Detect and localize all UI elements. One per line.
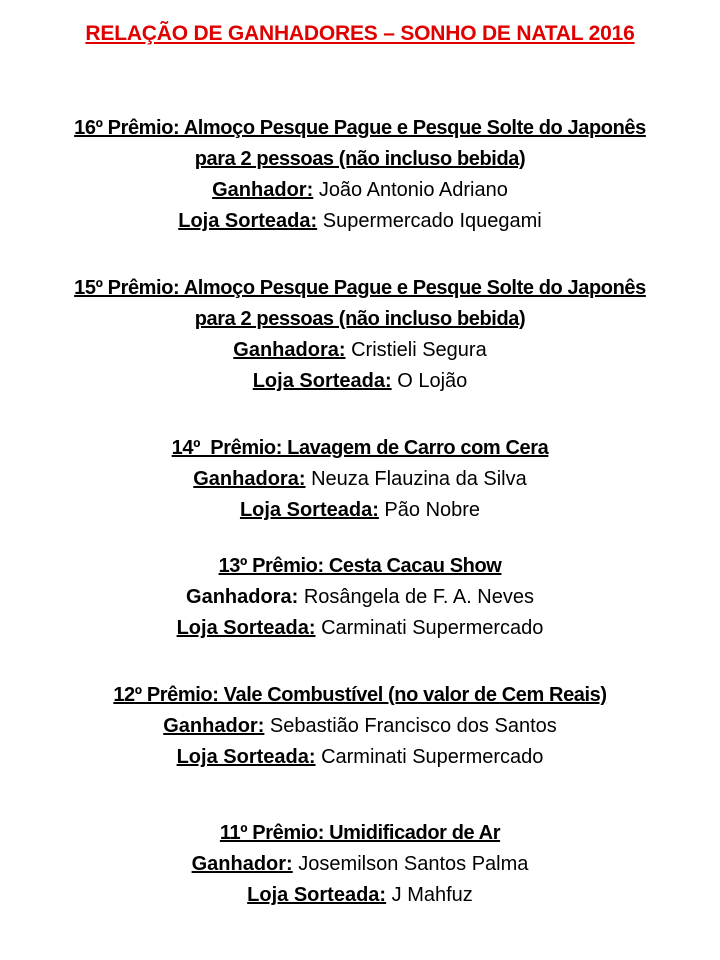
prize-title-continued: para 2 pessoas (não incluso bebida) bbox=[194, 308, 526, 330]
prize-14 bbox=[0, 433, 720, 526]
store-label: Loja Sorteada: bbox=[176, 617, 316, 639]
store-line bbox=[0, 613, 720, 644]
winner-line bbox=[0, 175, 720, 206]
prize-title: 14º Prêmio: Lavagem de Carro com Cera bbox=[171, 437, 549, 459]
winner-name: Neuza Flauzina da Silva bbox=[311, 468, 527, 490]
winner-name: Josemilson Santos Palma bbox=[298, 853, 529, 875]
winner-label: Ganhadora: bbox=[186, 586, 299, 608]
prize-title: 13º Prêmio: Cesta Cacau Show bbox=[218, 555, 502, 577]
prize-title: 15º Prêmio: Almoço Pesque Pague e Pesque Solte do Japonês bbox=[74, 277, 646, 299]
store-name: Pão Nobre bbox=[384, 499, 481, 521]
store-label: Loja Sorteada: bbox=[239, 499, 379, 521]
prize-title: 11º Prêmio: Umidificador de Ar bbox=[219, 822, 501, 844]
store-name: Carminati Supermercado bbox=[321, 617, 544, 639]
prize-15 bbox=[0, 273, 720, 397]
store-name: J Mahfuz bbox=[391, 884, 473, 906]
store-label: Loja Sorteada: bbox=[247, 884, 387, 906]
winner-label: Ganhadora: bbox=[233, 339, 346, 361]
winner-line bbox=[0, 711, 720, 742]
store-line bbox=[0, 742, 720, 773]
store-line bbox=[0, 366, 720, 397]
winner-line bbox=[0, 582, 720, 613]
winner-name: Rosângela de F. A. Neves bbox=[303, 586, 534, 608]
winner-label: Ganhador: bbox=[191, 853, 293, 875]
store-name: Supermercado Iquegami bbox=[322, 210, 542, 232]
store-label: Loja Sorteada: bbox=[176, 746, 316, 768]
prize-title: 12º Prêmio: Vale Combustível (no valor de Cem Reais) bbox=[113, 684, 607, 706]
store-label: Loja Sorteada: bbox=[252, 370, 392, 392]
prize-13 bbox=[0, 551, 720, 644]
store-line bbox=[0, 880, 720, 911]
store-line bbox=[0, 206, 720, 237]
winner-label: Ganhadora: bbox=[193, 468, 306, 490]
winner-line bbox=[0, 335, 720, 366]
prize-11 bbox=[0, 818, 720, 911]
winner-line bbox=[0, 849, 720, 880]
prize-16 bbox=[0, 113, 720, 237]
prize-12 bbox=[0, 680, 720, 773]
store-label: Loja Sorteada: bbox=[178, 210, 318, 232]
winner-name: João Antonio Adriano bbox=[318, 179, 508, 201]
store-line bbox=[0, 495, 720, 526]
store-name: Carminati Supermercado bbox=[321, 746, 544, 768]
winner-label: Ganhador: bbox=[212, 179, 314, 201]
winner-label: Ganhador: bbox=[163, 715, 265, 737]
store-name: O Lojão bbox=[397, 370, 468, 392]
winner-name: Sebastião Francisco dos Santos bbox=[269, 715, 557, 737]
winner-name: Cristieli Segura bbox=[351, 339, 487, 361]
page-title: RELAÇÃO DE GANHADORES – SONHO DE NATAL 2016 bbox=[85, 22, 635, 45]
prize-title-continued: para 2 pessoas (não incluso bebida) bbox=[194, 148, 526, 170]
prize-title: 16º Prêmio: Almoço Pesque Pague e Pesque Solte do Japonês bbox=[74, 117, 646, 139]
winner-line bbox=[0, 464, 720, 495]
